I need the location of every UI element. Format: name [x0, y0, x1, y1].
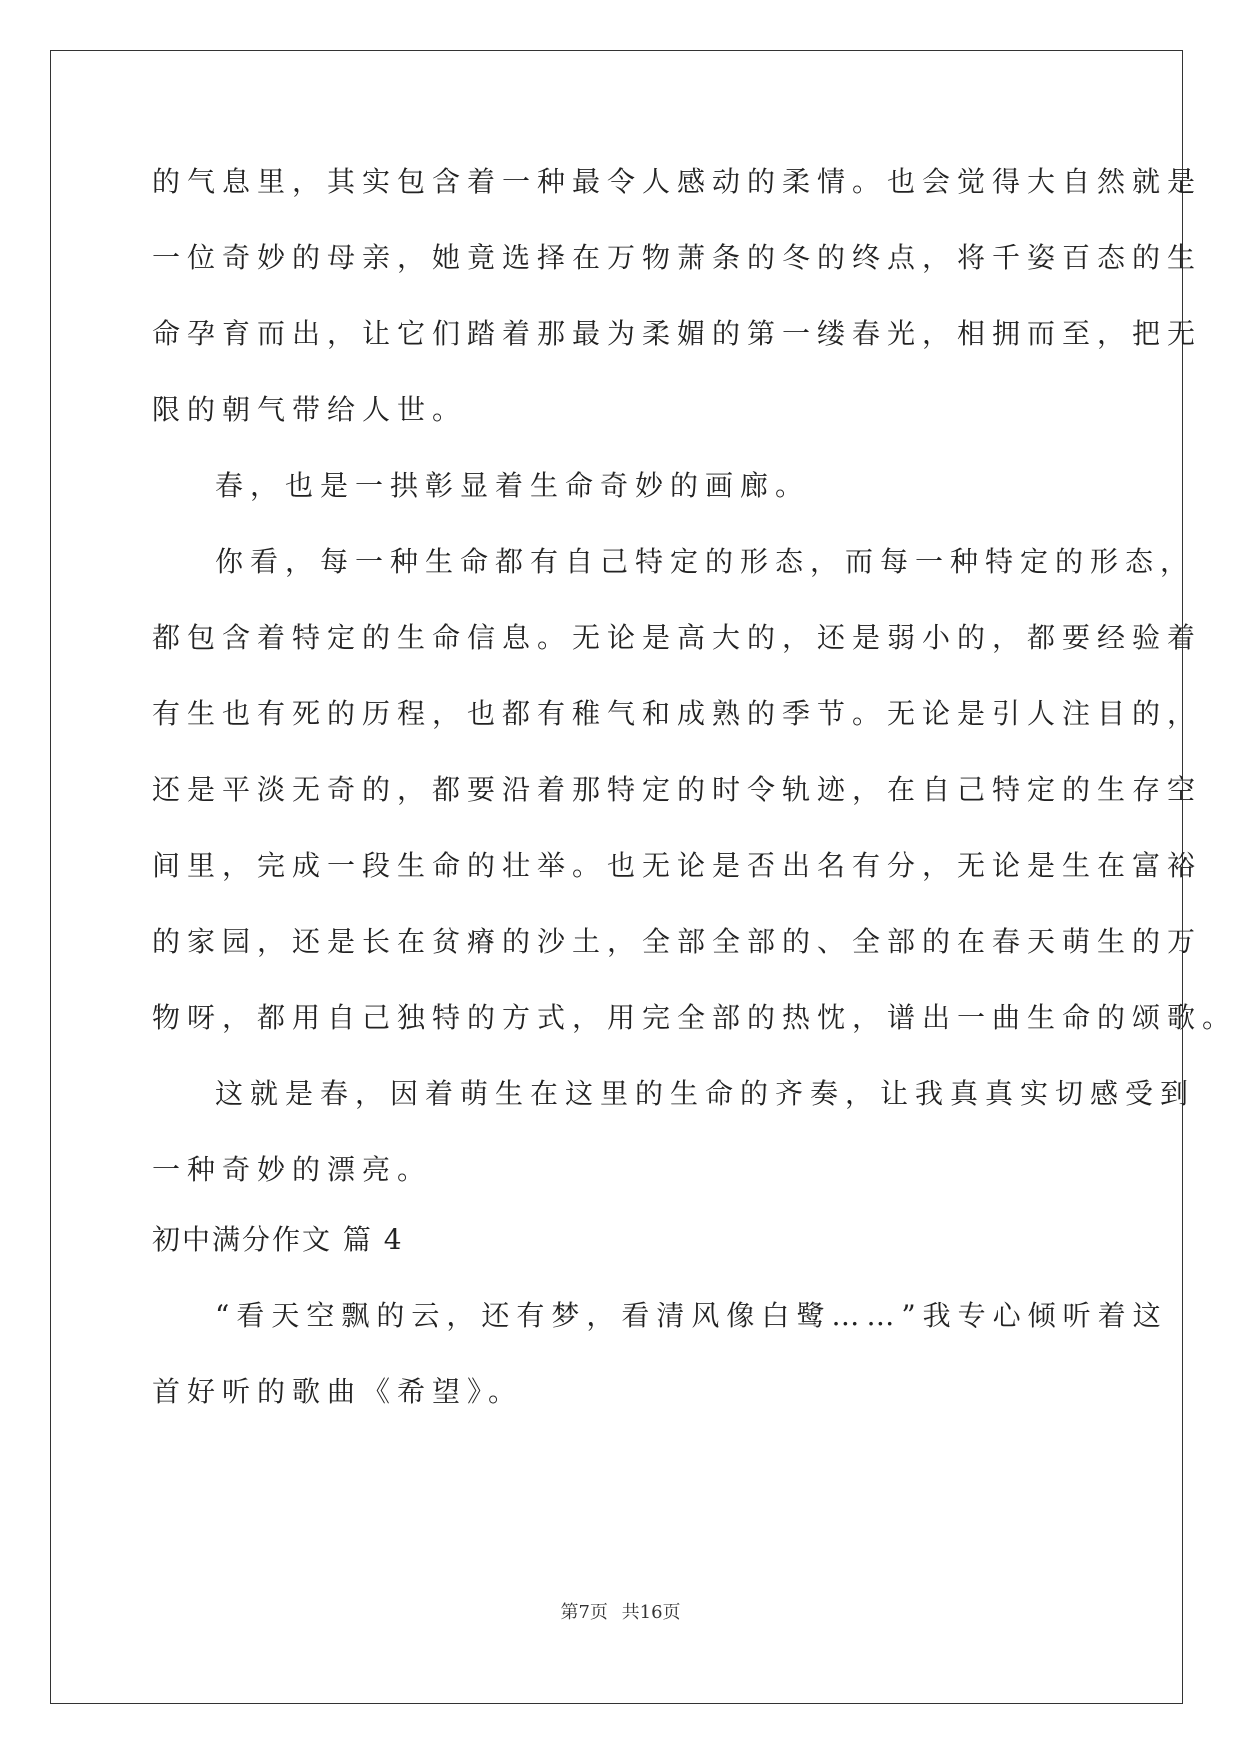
- text-line: 首好听的歌曲《希望》。: [152, 1375, 524, 1408]
- text-line: 命孕育而出，让它们踏着那最为柔媚的第一缕春光，相拥而至，把无: [152, 317, 1203, 350]
- paragraph-start: 春，也是一拱彰显着生命奇妙的画廊。: [215, 469, 811, 502]
- page-number: 第7页: [560, 1602, 608, 1623]
- paragraph-start: “看天空飘的云，还有梦，看清风像白鹭……”我专心倾听着这: [215, 1299, 1168, 1332]
- text-line: 的气息里，其实包含着一种最令人感动的柔情。也会觉得大自然就是: [152, 165, 1203, 198]
- text-line: 一位奇妙的母亲，她竟选择在万物萧条的冬的终点，将千姿百态的生: [152, 241, 1203, 274]
- text-line: 间里，完成一段生命的壮举。也无论是否出名有分，无论是生在富裕: [152, 849, 1203, 882]
- page-footer: [0, 1598, 1241, 1624]
- paragraph-start: 这就是春，因着萌生在这里的生命的齐奏，让我真真实切感受到: [215, 1077, 1196, 1110]
- text-line: 一种奇妙的漂亮。: [152, 1153, 433, 1186]
- paragraph-start: 你看，每一种生命都有自己特定的形态，而每一种特定的形态，: [215, 545, 1196, 578]
- text-line: 物呀，都用自己独特的方式，用完全部的热忱，谱出一曲生命的颂歌。: [152, 1001, 1238, 1034]
- page-total: 共16页: [621, 1602, 681, 1623]
- text-line: 还是平淡无奇的，都要沿着那特定的时令轨迹，在自己特定的生存空: [152, 773, 1203, 806]
- text-line: 有生也有死的历程，也都有稚气和成熟的季节。无论是引人注目的，: [152, 697, 1203, 730]
- section-heading: 初中满分作文 篇 4: [152, 1223, 404, 1256]
- text-line: 限的朝气带给人世。: [152, 393, 468, 426]
- text-line: 都包含着特定的生命信息。无论是高大的，还是弱小的，都要经验着: [152, 621, 1203, 654]
- text-line: 的家园，还是长在贫瘠的沙土，全部全部的、全部的在春天萌生的万: [152, 925, 1203, 958]
